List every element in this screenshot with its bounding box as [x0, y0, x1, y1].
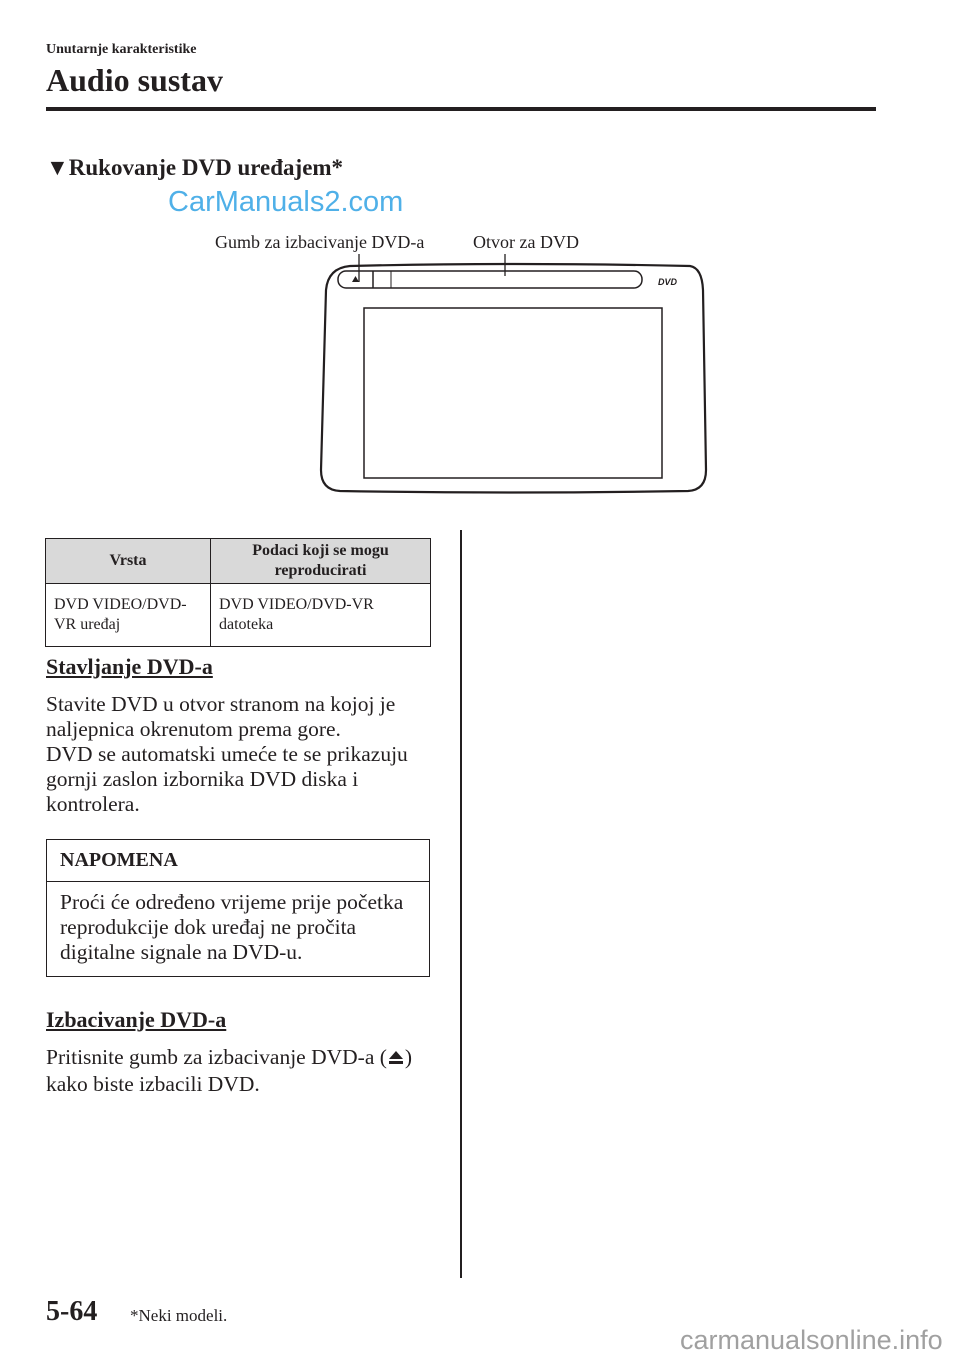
- note-text: Proći će određeno vrijeme prije početka reprodukcije dok uređaj ne pročita digitalne signale na DVD-u.: [60, 890, 404, 964]
- eject-text-before: Pritisnite gumb za izbacivanje DVD-a (: [46, 1045, 387, 1069]
- dvd-logo: DVD: [658, 277, 678, 287]
- eject-text: [46, 1045, 436, 1097]
- eject-icon: [387, 1047, 405, 1072]
- insert-heading: Stavljanje DVD-a: [46, 654, 213, 679]
- page-number: 5-64: [46, 1296, 98, 1327]
- watermark-bottom[interactable]: carmanualsonline.info: [680, 1325, 943, 1355]
- column-divider: [460, 530, 462, 1278]
- insert-paragraph-1: Stavite DVD u otvor stranom na kojoj je naljepnica okrenutom prema gore.: [46, 692, 396, 741]
- triangle-marker-icon: ▼: [46, 155, 69, 180]
- table-cell: DVD VIDEO/DVD-VR datoteka: [211, 584, 431, 647]
- dvd-unit-illustration: [0, 0, 960, 520]
- heading-text: Rukovanje DVD uređajem*: [68, 155, 344, 180]
- eject-heading: Izbacivanje DVD-a: [46, 1007, 227, 1032]
- table-header: Vrsta: [46, 539, 211, 584]
- page-title: Audio sustav: [46, 62, 223, 98]
- eject-icon: [352, 276, 359, 282]
- insert-paragraph-2: DVD se automatski umeće te se prikazuju gornji zaslon izbornika DVD diska i kontrolera.: [46, 742, 408, 816]
- footnote: *Neki modeli.: [130, 1306, 228, 1325]
- insert-text: [46, 692, 446, 817]
- label-eject-button: Gumb za izbacivanje DVD-a: [215, 232, 425, 252]
- dvd-slot: [338, 271, 642, 288]
- note-box: [46, 839, 430, 977]
- screen: [364, 308, 662, 478]
- table-cell: DVD VIDEO/DVD-VR uređaj: [46, 584, 211, 647]
- label-dvd-slot: Otvor za DVD: [473, 232, 579, 252]
- eject-text-after: ) kako biste izbacili DVD.: [46, 1045, 413, 1096]
- section-label: Unutarnje karakteristike: [46, 42, 197, 57]
- table-row: [46, 584, 431, 647]
- note-title: NAPOMENA: [47, 840, 429, 882]
- table-header: Podaci koji se mogu reproducirati: [211, 539, 431, 584]
- format-table: [45, 538, 431, 647]
- watermark-top[interactable]: CarManuals2.com: [168, 186, 404, 218]
